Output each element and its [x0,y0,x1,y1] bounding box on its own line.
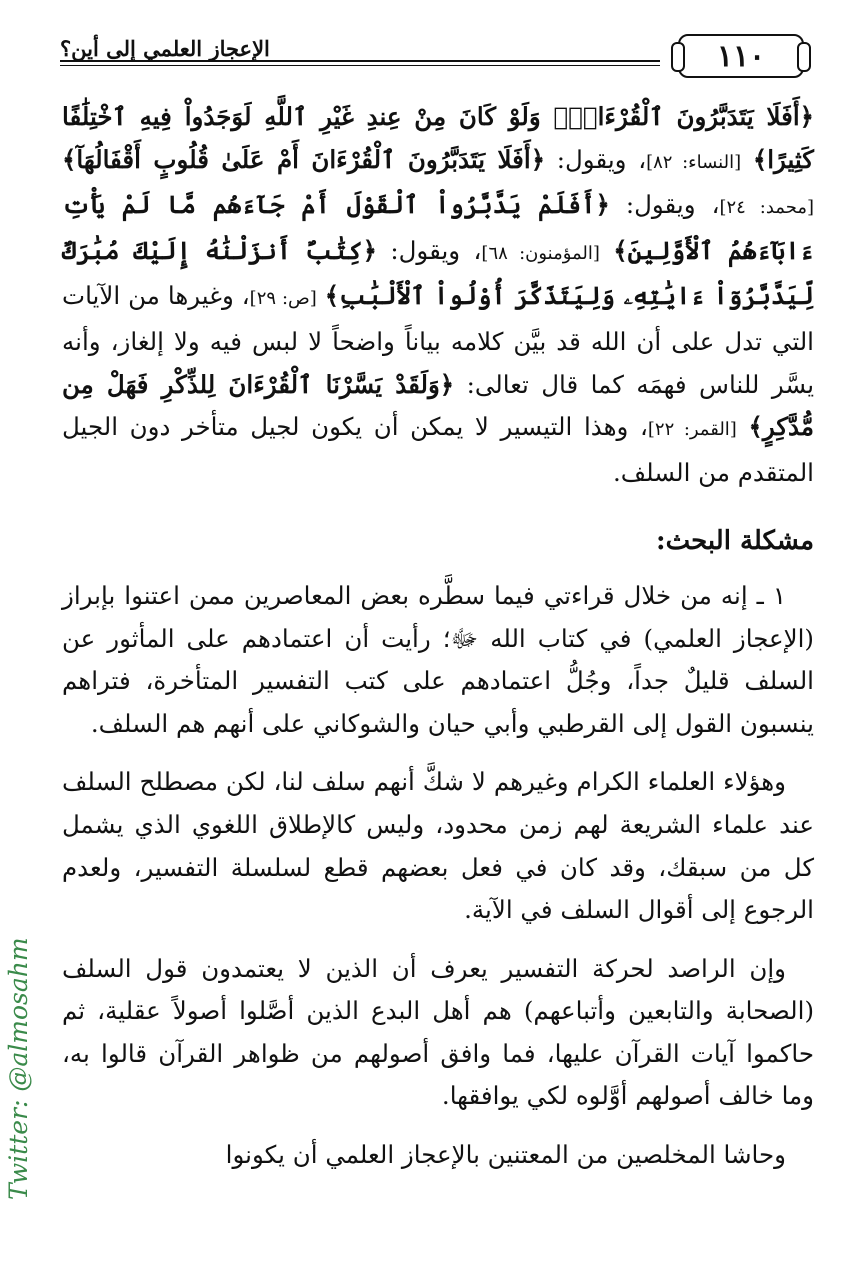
twitter-watermark: Twitter: @almosahm [4,937,33,1200]
verse-reference-4: [ص: ٢٩] [249,288,317,310]
paragraph-continuation: وحاشا المخلصين من المعتنين بالإعجاز العلمي أن يكونوا [225,1140,786,1170]
verse-reference-3: [المؤمنون: ٦٨] [481,242,600,264]
page-number: ١١٠ [678,34,804,78]
intro-text-2: ، ويقول: [609,190,720,220]
paragraph-innovators: وإن الراصد لحركة التفسير يعرف أن الذين لا يعتمدون قول السلف (الصحابة والتابعين وأتباعهم) هم أهل البدع الذين أصَّلوا أصولاً عقلية، ثم حاكموا آيات القرآن عليها، فما وافق أصولهم من ظواهر القرآن قالوا به، وما خالف أصولهم أوَّلوه لكي يوافقها. [62,953,814,1111]
quran-verse-2: ﴿أَفَلَا يَتَدَبَّرُونَ ٱلْقُرْءَانَ أَمْ عَلَىٰ قُلُوبٍ أَقْفَالُهَآ﴾ [62,144,546,174]
quran-verse-3: ﴿أَفَلَمْ يَدَّبَّرُواْ ٱلْقَوْلَ أَمْ جَآءَهُم مَّا لَمْ يَأْتِ ءَابَآءَهُمُ ٱلْأَوَّلِينَ﴾ [62,190,815,265]
verse-reference-1: [النساء: ٨٢] [646,151,742,173]
paragraph-salaf-term: وهؤلاء العلماء الكرام وغيرهم لا شكَّ أنهم سلف لنا، لكن مصطلح السلف عند علماء الشريعة لهم زمن محدود، وليس كالإطلاق اللغوي الذي يشمل كل من سبقك، وقد كان في فعل بعضهم قطع لسلسلة التفسير، ولعدم الرجوع إلى أقوال السلف في الآية. [62,767,814,925]
quran-verse-1: ﴿أَفَلَا يَتَدَبَّرُونَ ٱلْقُرْءَانَۚ وَلَوْ كَانَ مِنْ عِندِ غَيْرِ ٱللَّهِ لَوَجَدُواْ فِيهِ ٱخْتِلَٰفًا كَثِيرًا﴾ [62,102,814,174]
quran-verse-4: ﴿كِتَٰبٌ أَنزَلْنَٰهُ إِلَيْكَ مُبَٰرَكٌ لِّيَدَّبَّرُوٓاْ ءَايَٰتِهِۦ وَلِيَتَذَكَّرَ أُوْلُواْ ٱلْأَلْبَٰبِ﴾ [62,235,814,311]
section-heading: مشكلة البحث: [656,526,814,557]
page-body [62,96,814,1177]
intro-text-3: ، ويقول: [377,235,482,265]
intro-text-1: ، ويقول: [545,144,647,174]
header-rule-bottom [60,65,660,66]
page-header [60,32,812,82]
paragraph-problem-1: ١ ـ إنه من خلال قراءتي فيما سطَّره بعض المعاصرين ممن اعتنوا بإبراز (الإعجاز العلمي) في كتاب الله ﷻ؛ رأيت أن اعتمادهم على المأثور عن السلف قليلٌ جداً، وجُلُّ اعتمادهم على كتب التفسير المتأخرة، فتراهم ينسبون القول إلى القرطبي وأبي حيان والشوكاني على أنهم هم السلف. [62,580,814,738]
running-title: الإعجاز العلمي إلى أين؟ [60,36,270,61]
intro-paragraph [62,96,814,494]
quran-verse-5: ﴿وَلَقَدْ يَسَّرْنَا ٱلْقُرْءَانَ لِلذِّكْرِ فَهَلْ مِن مُّدَّكِرٍ﴾ [62,369,814,442]
intro-text-4: ، وغيرها من الآيات التي تدل على أن الله قد بيَّن كلامه بياناً واضحاً لا لبس فيه ولا إلغاز، وأنه يسَّر للناس فهمَه كما قال تعالى: [62,281,815,399]
intro-text-5: ، وهذا التيسير لا يمكن أن يكون لجيل متأخر دون الجيل المتقدم من السلف. [62,412,814,487]
verse-reference-5: [القمر: ٢٢] [647,419,737,441]
verse-reference-2: [محمد: ٢٤] [719,197,814,219]
